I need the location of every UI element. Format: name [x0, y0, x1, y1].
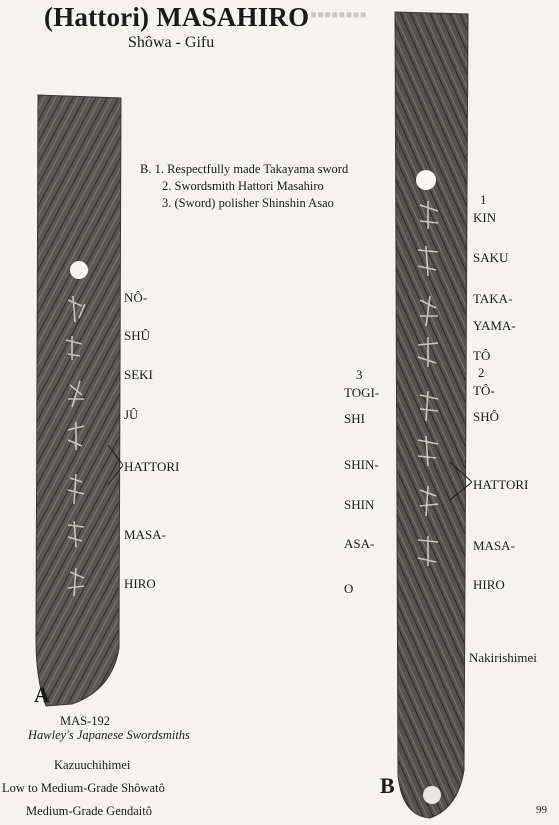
tang-b-label: HIRO — [473, 577, 505, 592]
tang-a-hole — [70, 261, 88, 279]
tang-b-number-1: 1 — [480, 192, 487, 207]
tang-b-shape — [395, 12, 468, 818]
tang-b-label: SAKU — [473, 250, 509, 265]
legend-line-3: 3. (Sword) polisher Shinshin Asao — [162, 196, 334, 210]
tang-b-label: YAMA- — [473, 318, 516, 333]
caption-grade-1: Low to Medium-Grade Shôwatô — [2, 781, 165, 795]
page-subtitle: Shôwa - Gifu — [128, 34, 215, 51]
tang-b-left-label: ASA- — [344, 536, 375, 551]
tang-b-label: MASA- — [473, 538, 515, 553]
tang-a-label: SEKI — [124, 367, 153, 382]
tang-b-number-3: 3 — [356, 367, 363, 382]
tang-b-label: KIN — [473, 210, 497, 225]
caption-book: Hawley's Japanese Swordsmiths — [28, 728, 190, 742]
tang-a-label: NÔ- — [124, 290, 148, 305]
bleed-through-text: ▪▪▪▪▪▪▪▪ — [310, 4, 367, 26]
caption-id: MAS-192 — [60, 714, 111, 728]
tang-b-label: HATTORI — [473, 477, 529, 492]
tang-b-left-label: TOGI- — [344, 385, 380, 400]
tang-a-shape — [36, 95, 121, 706]
tang-b-label: TÔ — [473, 348, 491, 363]
tang-b-number-2: 2 — [478, 365, 485, 380]
tang-a-label: HATTORI — [124, 459, 180, 474]
tang-b-hole-bottom — [423, 786, 441, 804]
tang-a-label: JÛ — [124, 407, 139, 422]
page-number: 99 — [536, 804, 547, 816]
tang-a-label: SHÛ — [124, 328, 151, 343]
tang-b-signature-type: Nakirishimei — [469, 650, 537, 665]
tang-b-left-label: O — [344, 581, 354, 596]
tang-b-left-label: SHIN- — [344, 457, 379, 472]
tang-a-label: MASA- — [124, 527, 166, 542]
tang-b-letter: B — [380, 773, 395, 798]
legend-line-1: B. 1. Respectfully made Takayama sword — [140, 162, 349, 176]
tang-b-label: TÔ- — [473, 383, 495, 398]
tang-b-left-label: SHI — [344, 411, 365, 426]
caption-type: Kazuuchihimei — [54, 758, 131, 772]
caption-grade-2: Medium-Grade Gendaitô — [26, 804, 153, 818]
tang-a-label: HIRO — [124, 576, 156, 591]
tang-b-label: TAKA- — [473, 291, 513, 306]
tang-b-label: SHÔ — [473, 409, 500, 424]
page-title: (Hattori) MASAHIRO — [44, 2, 310, 32]
tang-b-left-label: SHIN — [344, 497, 375, 512]
tang-a-letter: A — [34, 682, 50, 707]
tang-b-hole-top — [416, 170, 436, 190]
legend-line-2: 2. Swordsmith Hattori Masahiro — [162, 179, 324, 193]
